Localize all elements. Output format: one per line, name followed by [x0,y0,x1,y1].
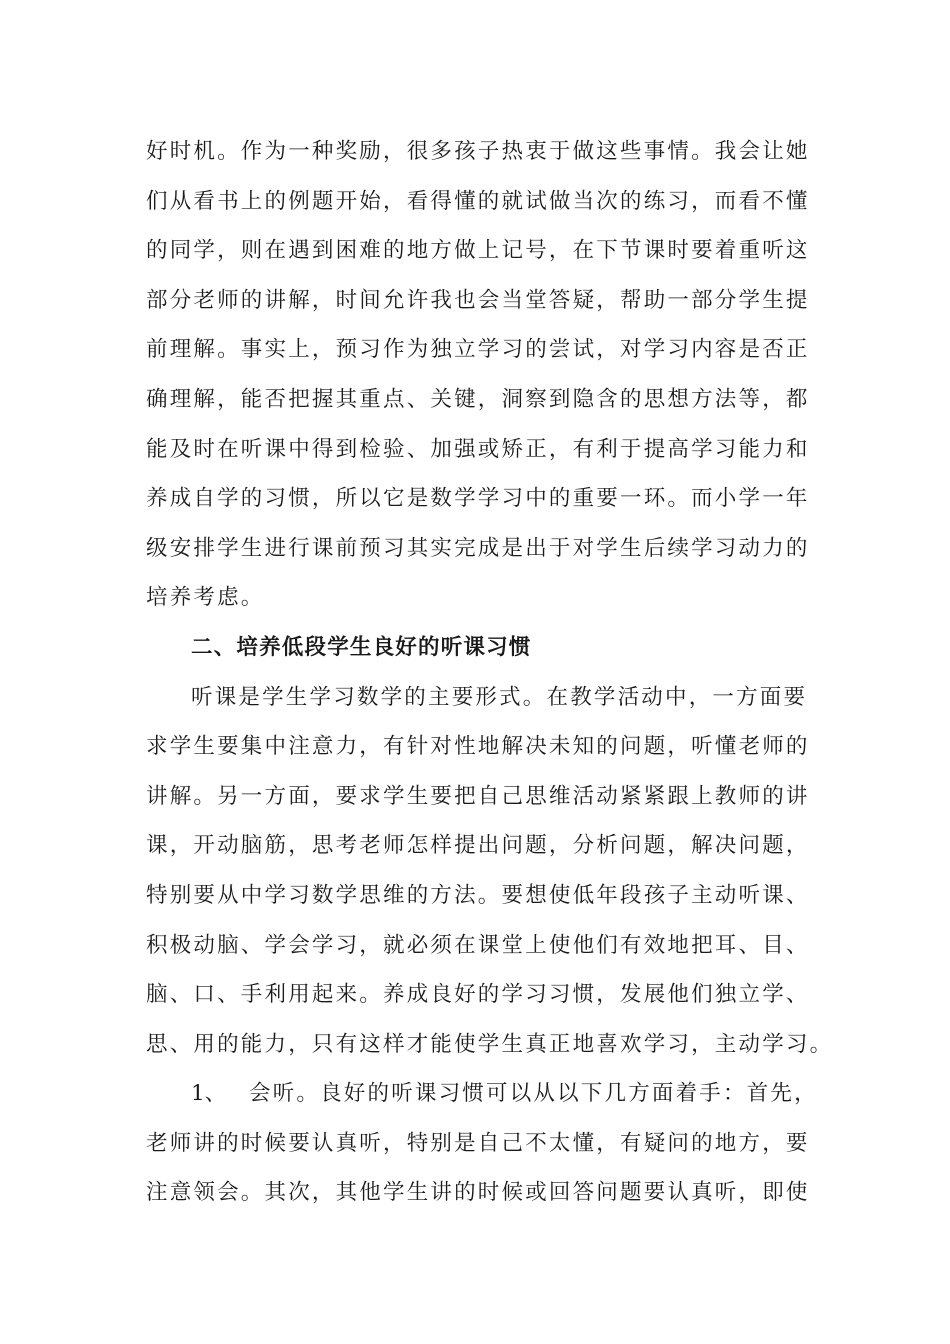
text-line: 养成自学的习惯，所以它是数学学习中的重要一环。而小学一年 [146,486,810,512]
text-line: 讲解。另一方面，要求学生要把自己思维活动紧紧跟上教师的讲 [146,783,810,809]
document-body [146,127,834,1218]
text-line: 好时机。作为一种奖励，很多孩子热衷于做这些事情。我会让她 [146,139,810,164]
text-line: 的同学，则在遇到困难的地方做上记号，在下节课时要着重听这 [146,238,810,264]
text-line: 前理解。事实上，预习作为独立学习的尝试，对学习内容是否正 [146,337,810,363]
text-line [146,1069,818,1119]
section-heading: 二、培养低段学生良好的听课习惯 [191,634,532,660]
text-line: 培养考虑。 [146,585,265,611]
text-line: 注意领会。其次，其他学生讲的时候或回答问题要认真听，即使 [146,1180,810,1206]
list-number: 1、 [191,1081,227,1107]
text-line: 脑、口、手利用起来。养成良好的学习习惯，发展他们独立学、 [146,982,810,1008]
text-line: 部分老师的讲解，时间允许我也会当堂答疑，帮助一部分学生提 [146,287,810,313]
text-line: 确理解，能否把握其重点、关键，洞察到隐含的思想方法等，都 [146,386,810,412]
text-line: 听课是学生学习数学的主要形式。在教学活动中，一方面要 [191,684,808,710]
text-line: 级安排学生进行课前预习其实完成是出于对学生后续学习动力的 [146,535,810,561]
text-line: 求学生要集中注意力，有针对性地解决未知的问题，听懂老师的 [146,734,810,760]
list-item-text: 会听。良好的听课习惯可以从以下几方面着手：首先， [249,1081,818,1107]
paragraph-listening [146,673,834,1070]
text-line: 课，开动脑筋，思考老师怎样提出问题，分析问题，解决问题， [146,833,810,859]
text-line: 能及时在听课中得到检验、加强或矫正，有利于提高学习能力和 [146,436,810,462]
paragraph-preview-continuation [146,127,810,623]
text-line: 思、用的能力，只有这样才能使学生真正地喜欢学习，主动学习。 [146,1031,834,1057]
list-item-listen [146,1069,818,1218]
text-line: 积极动脑、学会学习，就必须在课堂上使他们有效地把耳、目、 [146,932,810,958]
text-line: 老师讲的时候要认真听，特别是自己不太懂，有疑问的地方，要 [146,1130,810,1156]
text-line: 特别要从中学习数学思维的方法。要想使低年段孩子主动听课、 [146,882,810,908]
text-line: 们从看书上的例题开始，看得懂的就试做当次的练习，而看不懂 [146,188,810,214]
